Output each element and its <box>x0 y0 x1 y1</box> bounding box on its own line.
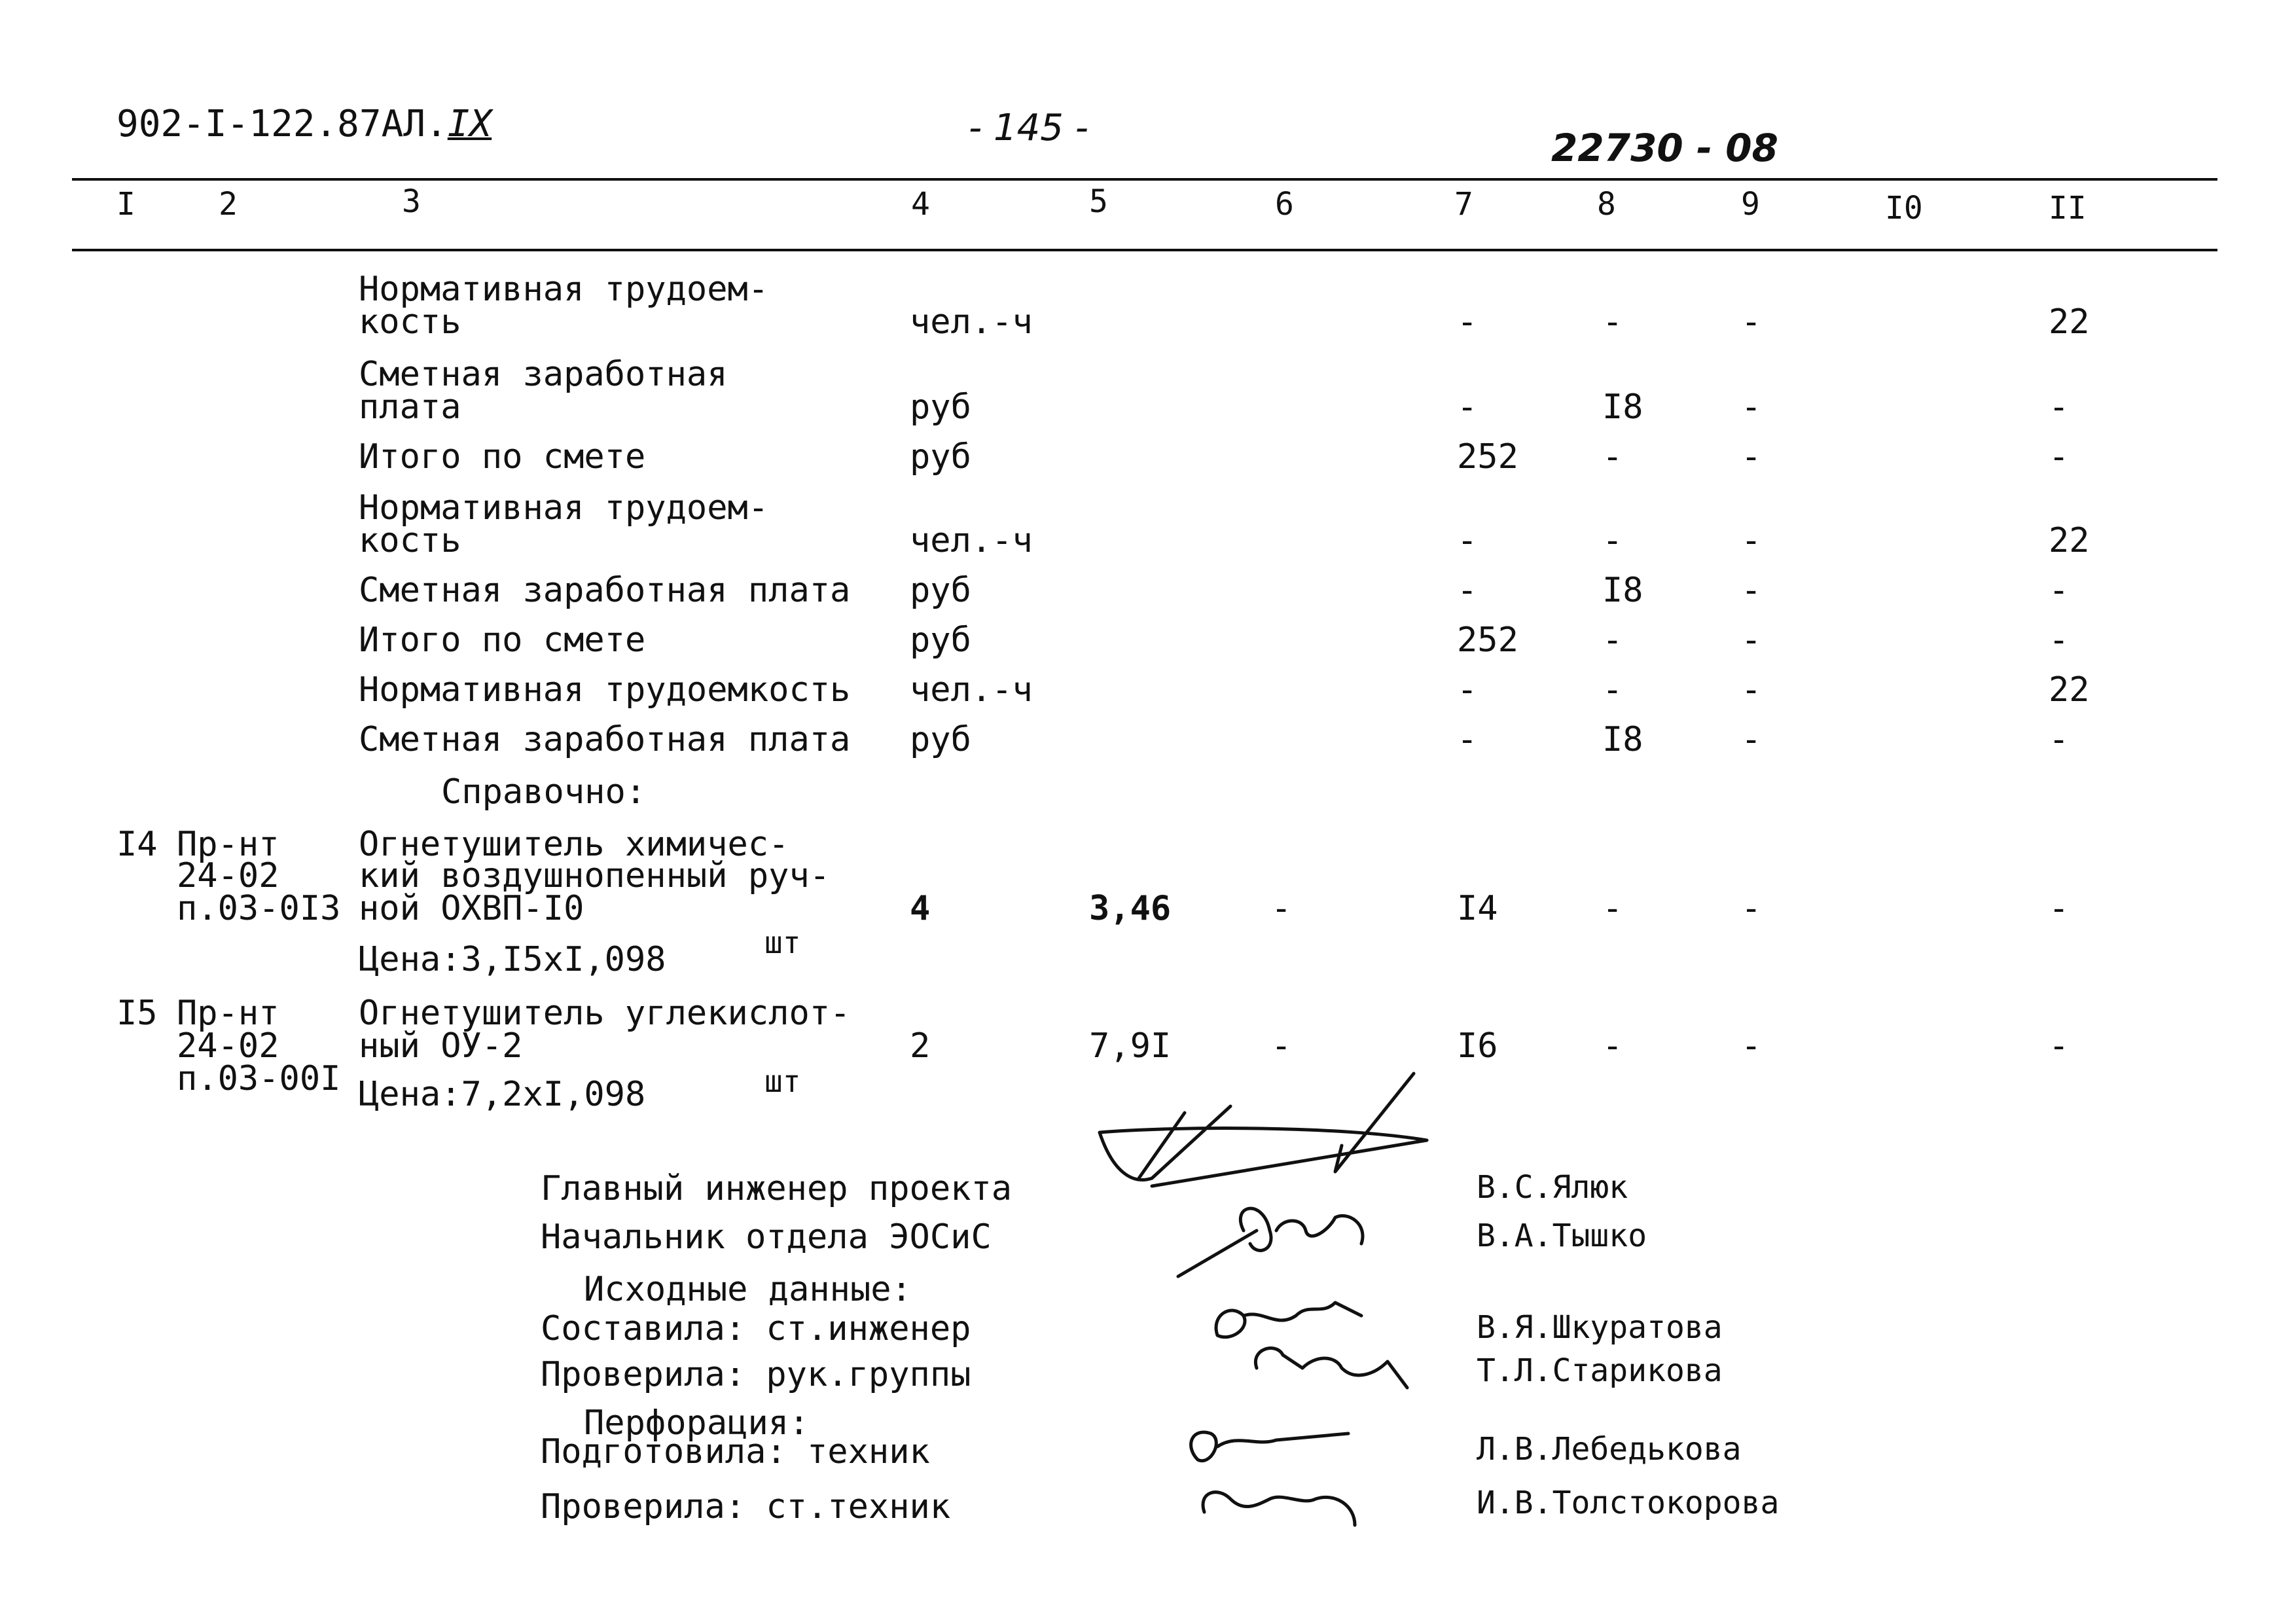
row-col7: - <box>1457 388 1478 427</box>
item-col7: I4 <box>1457 889 1498 928</box>
row-col11: - <box>2049 621 2070 660</box>
row-col8: - <box>1602 521 1623 560</box>
row-col9: - <box>1741 302 1762 342</box>
column-header-7: 7 <box>1454 186 1473 223</box>
row-description: Сметная заработная плата <box>359 571 851 610</box>
item-number: I5 <box>117 994 158 1033</box>
dept-head-name: В.А.Тышко <box>1477 1218 1647 1254</box>
item-quantity: 2 <box>910 1026 931 1066</box>
row-col7: 252 <box>1457 621 1518 660</box>
item-unit-price: 7,9I <box>1089 1026 1172 1066</box>
signature-dept-head <box>1178 1208 1363 1276</box>
item-col8: - <box>1602 889 1623 928</box>
checked-title: Проверила: рук.группы <box>541 1355 971 1394</box>
column-header-5: 5 <box>1089 183 1108 220</box>
row-description-cont: плата <box>359 388 461 427</box>
row-col7: 252 <box>1457 437 1518 477</box>
item-col9: - <box>1741 1026 1762 1066</box>
row-col9: - <box>1741 720 1762 759</box>
item-col7: I6 <box>1457 1026 1498 1066</box>
row-col8: I8 <box>1602 571 1643 610</box>
item-unit: шт <box>764 1064 801 1099</box>
row-col7: - <box>1457 302 1478 342</box>
row-description: Нормативная трудоемкость <box>359 670 851 710</box>
row-col8: - <box>1602 302 1623 342</box>
row-description: Сметная заработная <box>359 355 728 394</box>
row-unit: чел.-ч <box>910 302 1033 342</box>
column-header-11: II <box>2049 190 2087 226</box>
signature-compiled <box>1216 1303 1361 1337</box>
row-description: Сметная заработная плата <box>359 720 851 759</box>
signature-checked2 <box>1203 1492 1355 1525</box>
column-header-3: 3 <box>402 183 421 220</box>
chief-engineer-title: Главный инженер проекта <box>541 1169 1013 1208</box>
row-description: Нормативная трудоем- <box>359 270 769 309</box>
row-col9: - <box>1741 521 1762 560</box>
row-col11: 22 <box>2049 521 2090 560</box>
row-description: Нормативная трудоем- <box>359 488 769 528</box>
row-col8: I8 <box>1602 720 1643 759</box>
column-header-9: 9 <box>1741 186 1760 223</box>
item-col9: - <box>1741 889 1762 928</box>
row-description-cont: кость <box>359 521 461 560</box>
checked2-title: Проверила: ст.техник <box>541 1487 951 1526</box>
row-col9: - <box>1741 571 1762 610</box>
signature-chief-engineer <box>1100 1074 1427 1186</box>
checked2-name: И.В.Толстокорова <box>1477 1485 1780 1521</box>
row-col11: - <box>2049 437 2070 477</box>
item-price: Цена:3,I5хI,098 <box>359 940 666 979</box>
item-description: Огнетушитель углекислот- <box>359 994 851 1033</box>
row-col9: - <box>1741 388 1762 427</box>
item-col6: - <box>1271 889 1292 928</box>
column-header-10: I0 <box>1885 190 1923 226</box>
perforation-label: Перфорация: <box>584 1403 810 1443</box>
row-description-cont: кость <box>359 302 461 342</box>
item-number: I4 <box>117 825 158 864</box>
page-number: - 145 - <box>969 107 1088 149</box>
chief-engineer-name: В.С.Ялюк <box>1477 1169 1628 1206</box>
row-unit: руб <box>910 388 971 427</box>
item-col6: - <box>1271 1026 1292 1066</box>
row-col9: - <box>1741 670 1762 710</box>
row-unit: чел.-ч <box>910 521 1033 560</box>
item-ref-cont: 24-02 <box>177 1026 279 1066</box>
row-col11: - <box>2049 571 2070 610</box>
column-header-6: 6 <box>1275 186 1294 223</box>
dept-head-title: Начальник отдела ЭОСиС <box>541 1218 992 1257</box>
row-col7: - <box>1457 670 1478 710</box>
item-description: Огнетушитель химичес- <box>359 825 789 864</box>
item-ref: Пр-нт <box>177 825 279 864</box>
reference-label: Справочно: <box>441 772 647 812</box>
row-col11: 22 <box>2049 670 2090 710</box>
compiled-title: Составила: ст.инженер <box>541 1309 971 1348</box>
item-unit: шт <box>764 925 801 960</box>
row-col7: - <box>1457 571 1478 610</box>
row-col11: 22 <box>2049 302 2090 342</box>
row-col11: - <box>2049 388 2070 427</box>
item-col11: - <box>2049 1026 2070 1066</box>
row-col8: I8 <box>1602 388 1643 427</box>
sheet-number: 22730 - 08 <box>1551 126 1778 170</box>
row-unit: руб <box>910 437 971 477</box>
item-ref: Пр-нт <box>177 994 279 1033</box>
row-col7: - <box>1457 720 1478 759</box>
row-description: Итого по смете <box>359 437 646 477</box>
item-ref-cont: п.03-0I3 <box>177 889 341 928</box>
row-col8: - <box>1602 670 1623 710</box>
item-price: Цена:7,2хI,098 <box>359 1075 646 1114</box>
row-col11: - <box>2049 720 2070 759</box>
item-col8: - <box>1602 1026 1623 1066</box>
compiled-name: В.Я.Шкуратова <box>1477 1309 1723 1346</box>
row-unit: руб <box>910 621 971 660</box>
row-col8: - <box>1602 621 1623 660</box>
row-description: Итого по смете <box>359 621 646 660</box>
item-description-cont: кий воздушнопенный руч- <box>359 856 831 895</box>
row-col9: - <box>1741 621 1762 660</box>
signature-prepared <box>1191 1432 1348 1461</box>
item-description-cont: ный ОУ-2 <box>359 1026 523 1066</box>
document-code-text: 902-I-122.87АЛ. <box>117 103 448 145</box>
signature-checked <box>1255 1348 1407 1388</box>
row-unit: руб <box>910 720 971 759</box>
album-number: IX <box>447 103 492 145</box>
item-ref-cont: п.03-00I <box>177 1059 341 1098</box>
item-unit-price: 3,46 <box>1089 889 1172 928</box>
item-description-cont: ной ОХВП-I0 <box>359 889 584 928</box>
column-header-1: I <box>117 186 135 223</box>
item-col11: - <box>2049 889 2070 928</box>
item-ref-cont: 24-02 <box>177 856 279 895</box>
prepared-title: Подготовила: техник <box>541 1432 930 1471</box>
row-col8: - <box>1602 437 1623 477</box>
row-col9: - <box>1741 437 1762 477</box>
item-quantity: 4 <box>910 889 931 928</box>
row-col7: - <box>1457 521 1478 560</box>
source-data-label: Исходные данные: <box>584 1270 912 1309</box>
prepared-name: Л.В.Лебедькова <box>1477 1431 1742 1468</box>
column-header-4: 4 <box>911 186 930 223</box>
column-header-8: 8 <box>1597 186 1616 223</box>
column-header-2: 2 <box>219 186 238 223</box>
row-unit: чел.-ч <box>910 670 1033 710</box>
row-unit: руб <box>910 571 971 610</box>
checked-name: Т.Л.Старикова <box>1477 1352 1723 1389</box>
